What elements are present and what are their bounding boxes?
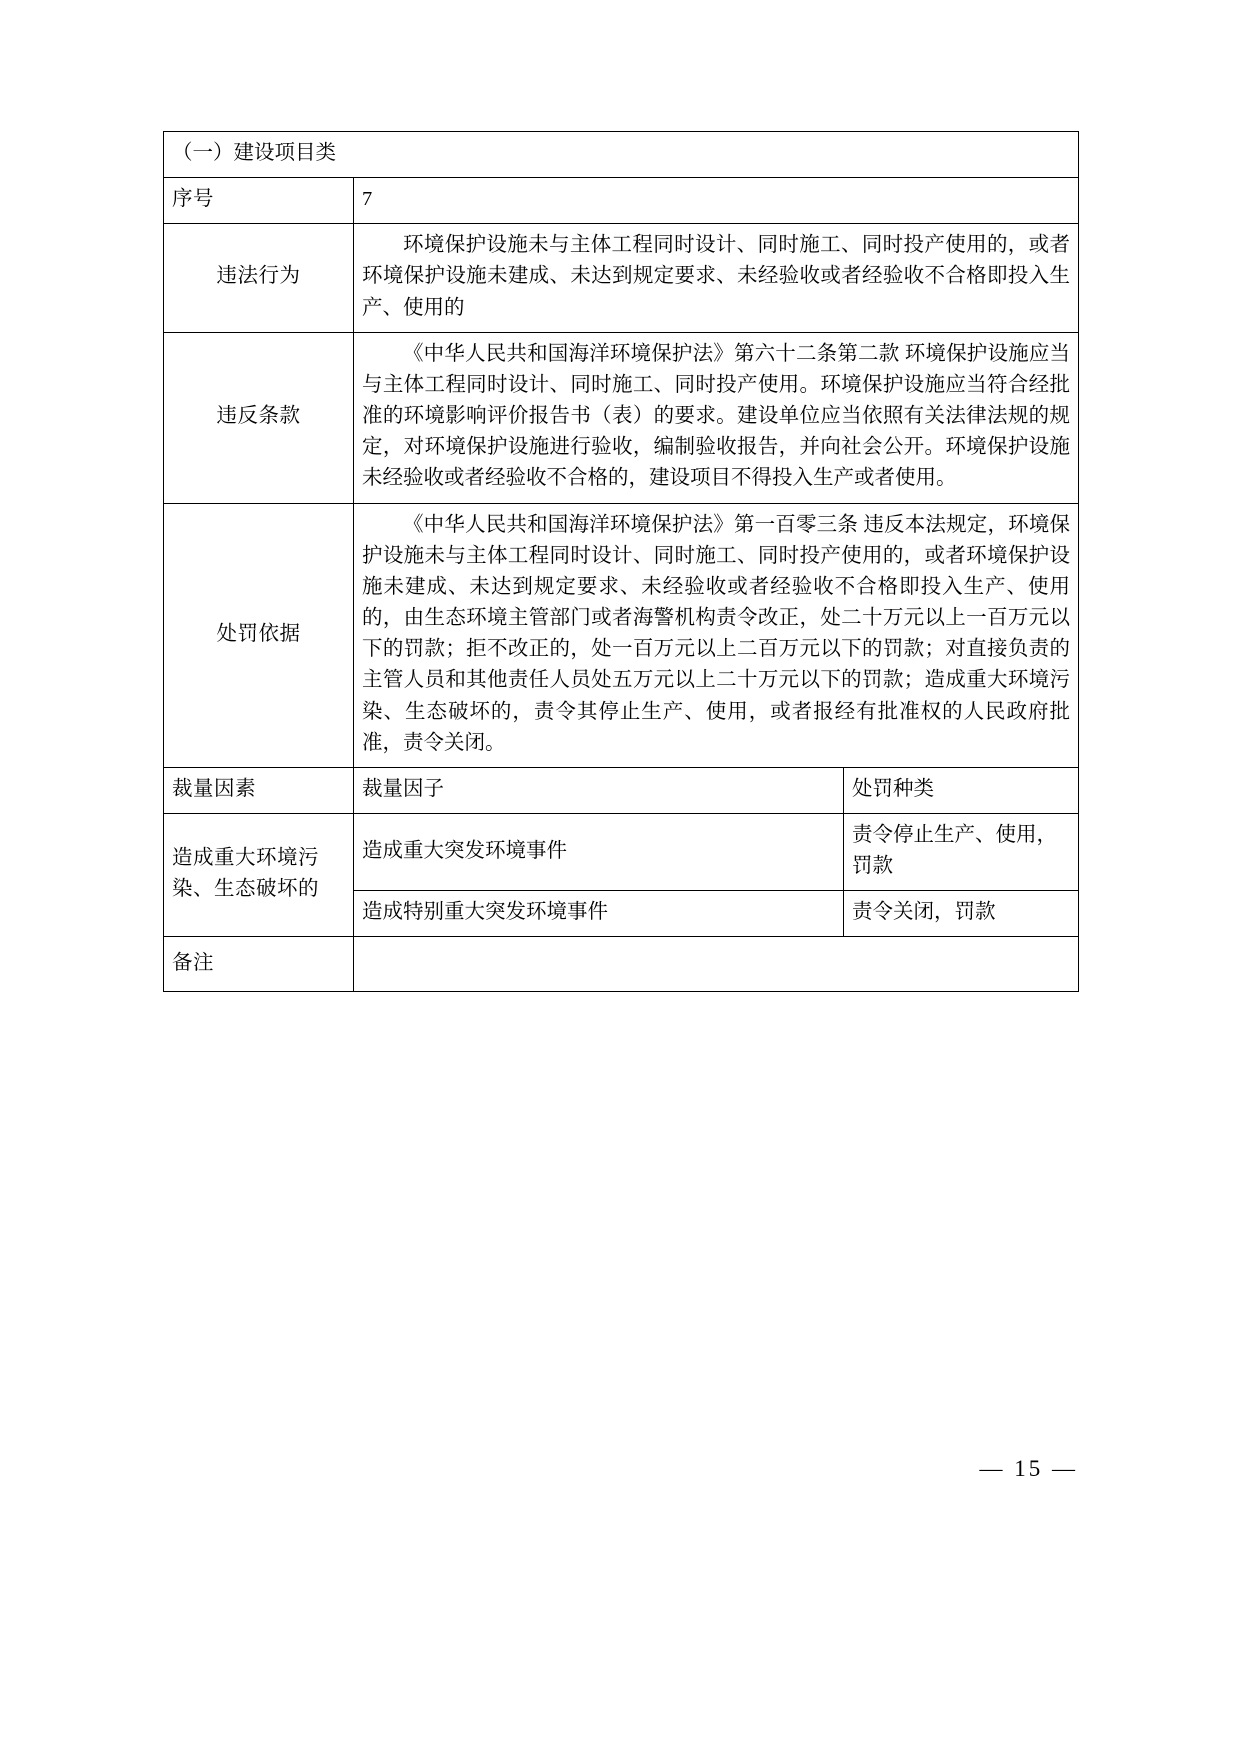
table-row-serial — [164, 178, 1079, 224]
row-label-remark: 备注 — [164, 937, 354, 992]
row-label-serial: 序号 — [164, 178, 354, 224]
discretion-header-factor: 裁量因子 — [354, 767, 844, 813]
page-number: — 15 — — [979, 1456, 1078, 1481]
table-row-section-title — [164, 132, 1079, 178]
discretion-penalty-1: 责令停止生产、使用，罚款 — [844, 813, 1079, 890]
row-value-remark — [354, 937, 1079, 992]
discretion-header-penalty: 处罚种类 — [844, 767, 1079, 813]
row-value-violation: 环境保护设施未与主体工程同时设计、同时施工、同时投产使用的，或者环境保护设施未建成、未达到规定要求、未经验收或者经验收不合格即投入生产、使用的 — [362, 234, 1071, 319]
table-row-discretion-header — [164, 767, 1079, 813]
row-value-serial: 7 — [354, 178, 1079, 224]
row-value-clause: 《中华人民共和国海洋环境保护法》第六十二条第二款 环境保护设施应当与主体工程同时设计、同时施工、同时投产使用。环境保护设施应当符合经批准的环境影响评价报告书（表）的要求。建设单位应当依照有关法律法规的规定，对环境保护设施进行验收，编制验收报告，并向社会公开。环境保护设施未经验收或者经验收不合格的，建设项目不得投入生产或者使用。 — [362, 342, 1071, 490]
discretion-factor-2: 造成特别重大突发环境事件 — [354, 891, 844, 937]
row-label-violation: 违法行为 — [164, 224, 354, 332]
row-label-basis: 处罚依据 — [164, 503, 354, 767]
table-row-remark — [164, 937, 1079, 992]
discretion-factor-1: 造成重大突发环境事件 — [354, 813, 844, 890]
section-title: （一）建设项目类 — [164, 132, 1079, 178]
row-label-clause: 违反条款 — [164, 332, 354, 503]
row-value-basis-cell — [354, 503, 1079, 767]
row-value-violation-cell — [354, 224, 1079, 332]
discretion-penalty-2: 责令关闭，罚款 — [844, 891, 1079, 937]
table-row-discretion-1 — [164, 813, 1079, 890]
row-value-basis: 《中华人民共和国海洋环境保护法》第一百零三条 违反本法规定，环境保护设施未与主体工程同时设计、同时施工、同时投产使用的，或者环境保护设施未建成、未达到规定要求、未经验收或者经验收不合格即投入生产、使用的，由生态环境主管部门或者海警机构责令改正，处二十万元以上一百万元以下的罚款；拒不改正的，处一百万元以上二百万元以下的罚款；对直接负责的主管人员和其他责任人员处五万元以上二十万元以下的罚款；造成重大环境污染、生态破坏的，责令其停止生产、使用，或者报经有批准权的人民政府批准，责令关闭。 — [362, 513, 1071, 754]
discretion-group-label: 造成重大环境污染、生态破坏的 — [164, 813, 354, 936]
table-row-clause — [164, 332, 1079, 503]
table-row-basis — [164, 503, 1079, 767]
penalty-discretion-table — [163, 131, 1079, 992]
table-row-violation — [164, 224, 1079, 332]
row-value-clause-cell — [354, 332, 1079, 503]
discretion-header-label: 裁量因素 — [164, 767, 354, 813]
